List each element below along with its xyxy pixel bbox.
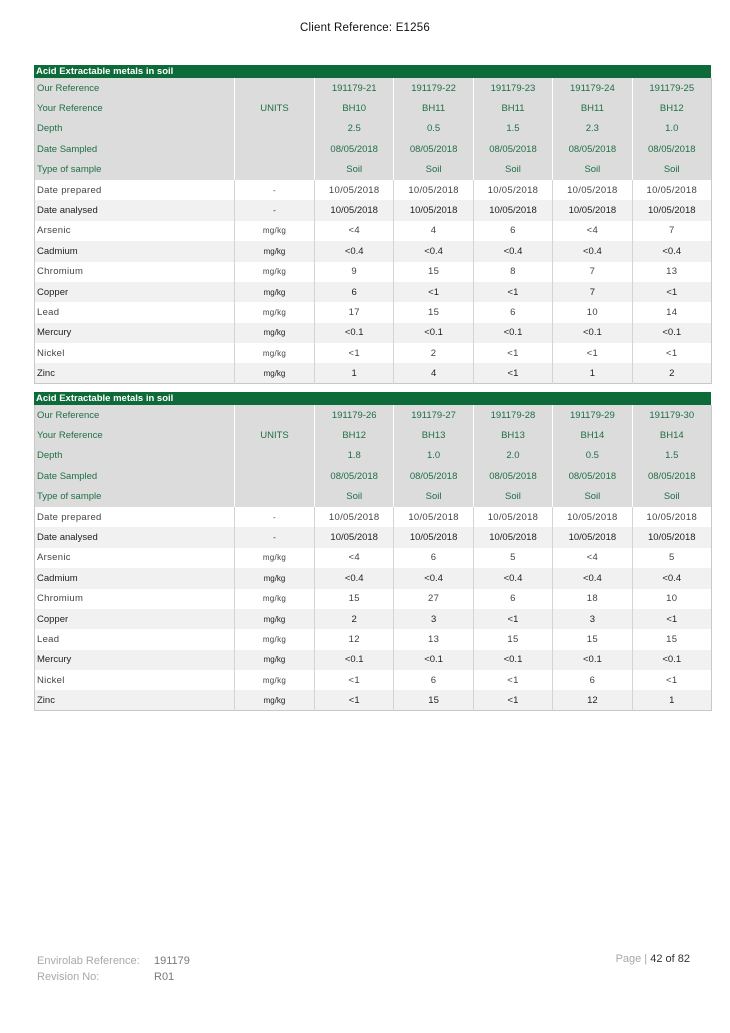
table-row (35, 629, 712, 649)
value-cell: <1 (315, 670, 394, 690)
value-cell: <0.4 (315, 568, 394, 588)
value-cell: <0.4 (553, 241, 632, 261)
value-cell: 10/05/2018 (553, 180, 632, 200)
results-table (34, 78, 712, 384)
value-cell: 10/05/2018 (315, 200, 394, 220)
unit-cell: mg/kg (235, 343, 315, 363)
unit-cell (235, 139, 315, 159)
unit-cell (235, 446, 315, 466)
value-cell: 1.0 (394, 446, 473, 466)
value-cell: 10/05/2018 (632, 507, 711, 527)
value-cell: <0.4 (632, 241, 711, 261)
header-row (35, 98, 712, 118)
value-cell: 10/05/2018 (394, 200, 473, 220)
value-cell: 3 (553, 609, 632, 629)
value-cell: 15 (394, 302, 473, 322)
value-cell: <0.1 (553, 323, 632, 343)
table-row (35, 323, 712, 343)
value-cell: 2 (632, 363, 711, 383)
unit-cell: UNITS (235, 98, 315, 118)
value-cell: Soil (553, 160, 632, 180)
value-cell: 7 (632, 221, 711, 241)
value-cell: <1 (632, 343, 711, 363)
value-cell: <1 (553, 343, 632, 363)
table-row (35, 589, 712, 609)
value-cell: 10/05/2018 (315, 527, 394, 547)
value-cell: 1 (315, 363, 394, 383)
value-cell: <4 (315, 221, 394, 241)
value-cell: 08/05/2018 (553, 139, 632, 159)
page-label: Page | (615, 953, 648, 965)
unit-cell (235, 466, 315, 486)
value-cell: <0.4 (394, 241, 473, 261)
value-cell: <0.4 (473, 568, 552, 588)
value-cell: BH12 (315, 425, 394, 445)
value-cell: 08/05/2018 (473, 139, 552, 159)
value-cell: <4 (553, 548, 632, 568)
unit-cell: mg/kg (235, 323, 315, 343)
value-cell: Soil (632, 160, 711, 180)
value-cell: 191179-26 (315, 405, 394, 425)
value-cell: 08/05/2018 (315, 466, 394, 486)
row-label: Chromium (35, 262, 235, 282)
row-label: Date Sampled (35, 466, 235, 486)
value-cell: 2.5 (315, 119, 394, 139)
value-cell: 6 (473, 221, 552, 241)
value-cell: <1 (315, 690, 394, 710)
value-cell: 10/05/2018 (473, 507, 552, 527)
value-cell: Soil (553, 487, 632, 507)
header-row (35, 160, 712, 180)
value-cell: BH11 (473, 98, 552, 118)
value-cell: 2 (315, 609, 394, 629)
results-table-block (34, 392, 711, 711)
value-cell: 12 (315, 629, 394, 649)
value-cell: 15 (473, 629, 552, 649)
table-row (35, 507, 712, 527)
value-cell: 10/05/2018 (632, 527, 711, 547)
table-row (35, 302, 712, 322)
value-cell: 08/05/2018 (553, 466, 632, 486)
results-table (34, 405, 712, 711)
row-label: Arsenic (35, 221, 235, 241)
header-row (35, 446, 712, 466)
value-cell: 10/05/2018 (473, 200, 552, 220)
table-row (35, 221, 712, 241)
value-cell: <1 (632, 282, 711, 302)
footer-references (37, 953, 190, 985)
row-label: Our Reference (35, 405, 235, 425)
value-cell: 5 (473, 548, 552, 568)
value-cell: 191179-22 (394, 78, 473, 98)
value-cell: <1 (473, 282, 552, 302)
row-label: Copper (35, 609, 235, 629)
value-cell: 10/05/2018 (473, 180, 552, 200)
unit-cell: mg/kg (235, 629, 315, 649)
revision-value: R01 (154, 971, 175, 983)
value-cell: BH10 (315, 98, 394, 118)
unit-cell (235, 487, 315, 507)
value-cell: BH11 (553, 98, 632, 118)
table-row (35, 548, 712, 568)
table-row (35, 363, 712, 383)
value-cell: 08/05/2018 (632, 466, 711, 486)
value-cell: 15 (315, 589, 394, 609)
value-cell: 10/05/2018 (315, 507, 394, 527)
value-cell: <1 (394, 282, 473, 302)
value-cell: 15 (394, 262, 473, 282)
value-cell: <0.1 (632, 650, 711, 670)
value-cell: 2.3 (553, 119, 632, 139)
row-label: Our Reference (35, 78, 235, 98)
client-reference: Client Reference: E1256 (300, 22, 430, 34)
value-cell: 1.8 (315, 446, 394, 466)
unit-cell: mg/kg (235, 548, 315, 568)
value-cell: 191179-21 (315, 78, 394, 98)
unit-cell: mg/kg (235, 241, 315, 261)
unit-cell: mg/kg (235, 650, 315, 670)
value-cell: Soil (315, 160, 394, 180)
value-cell: Soil (394, 160, 473, 180)
page-number (616, 953, 690, 965)
row-label: Date Sampled (35, 139, 235, 159)
table-row (35, 670, 712, 690)
row-label: Your Reference (35, 98, 235, 118)
unit-cell: mg/kg (235, 690, 315, 710)
value-cell: 9 (315, 262, 394, 282)
row-label: Cadmium (35, 241, 235, 261)
value-cell: 1.5 (632, 446, 711, 466)
unit-cell: UNITS (235, 425, 315, 445)
value-cell: BH12 (632, 98, 711, 118)
value-cell: 17 (315, 302, 394, 322)
unit-cell: mg/kg (235, 609, 315, 629)
value-cell: 10/05/2018 (632, 200, 711, 220)
row-label: Type of sample (35, 160, 235, 180)
value-cell: 191179-29 (553, 405, 632, 425)
value-cell: 4 (394, 363, 473, 383)
value-cell: 5 (632, 548, 711, 568)
table-title: Acid Extractable metals in soil (34, 65, 711, 78)
value-cell: 4 (394, 221, 473, 241)
row-label: Copper (35, 282, 235, 302)
row-label: Zinc (35, 363, 235, 383)
value-cell: 6 (473, 589, 552, 609)
row-label: Zinc (35, 690, 235, 710)
value-cell: 0.5 (394, 119, 473, 139)
results-table-block (34, 65, 711, 384)
page-value: 42 of 82 (650, 953, 690, 965)
value-cell: <0.1 (394, 650, 473, 670)
value-cell: 08/05/2018 (394, 139, 473, 159)
value-cell: 3 (394, 609, 473, 629)
value-cell: <1 (473, 690, 552, 710)
row-label: Depth (35, 119, 235, 139)
value-cell: 15 (394, 690, 473, 710)
value-cell: 10/05/2018 (315, 180, 394, 200)
table-title: Acid Extractable metals in soil (34, 392, 711, 405)
value-cell: 191179-28 (473, 405, 552, 425)
row-label: Type of sample (35, 487, 235, 507)
value-cell: 08/05/2018 (632, 139, 711, 159)
row-label: Your Reference (35, 425, 235, 445)
value-cell: 10 (553, 302, 632, 322)
value-cell: <1 (315, 343, 394, 363)
value-cell: 1 (553, 363, 632, 383)
value-cell: 14 (632, 302, 711, 322)
value-cell: BH14 (553, 425, 632, 445)
header-row (35, 487, 712, 507)
value-cell: 10/05/2018 (394, 527, 473, 547)
table-row (35, 343, 712, 363)
unit-cell: mg/kg (235, 363, 315, 383)
value-cell: 10/05/2018 (553, 200, 632, 220)
table-row (35, 650, 712, 670)
value-cell: 10/05/2018 (394, 507, 473, 527)
value-cell: Soil (632, 487, 711, 507)
value-cell: 15 (553, 629, 632, 649)
table-row (35, 282, 712, 302)
header-row (35, 78, 712, 98)
value-cell: <0.4 (473, 241, 552, 261)
value-cell: <1 (473, 363, 552, 383)
value-cell: BH14 (632, 425, 711, 445)
value-cell: <0.1 (315, 323, 394, 343)
row-label: Lead (35, 629, 235, 649)
table-row (35, 527, 712, 547)
value-cell: <1 (632, 609, 711, 629)
row-label: Date analysed (35, 527, 235, 547)
value-cell: 8 (473, 262, 552, 282)
unit-cell: mg/kg (235, 670, 315, 690)
table-row (35, 690, 712, 710)
value-cell: 1 (632, 690, 711, 710)
row-label: Nickel (35, 343, 235, 363)
header-row (35, 425, 712, 445)
value-cell: <1 (473, 670, 552, 690)
value-cell: 27 (394, 589, 473, 609)
unit-cell: mg/kg (235, 589, 315, 609)
value-cell: 10/05/2018 (394, 180, 473, 200)
value-cell: 0.5 (553, 446, 632, 466)
value-cell: BH13 (473, 425, 552, 445)
value-cell: 18 (553, 589, 632, 609)
revision-label: Revision No: (37, 971, 100, 983)
value-cell: 7 (553, 282, 632, 302)
value-cell: 6 (473, 302, 552, 322)
value-cell: <0.4 (394, 568, 473, 588)
row-label: Chromium (35, 589, 235, 609)
table-row (35, 180, 712, 200)
value-cell: <0.1 (315, 650, 394, 670)
unit-cell: mg/kg (235, 221, 315, 241)
unit-cell: - (235, 200, 315, 220)
row-label: Mercury (35, 650, 235, 670)
value-cell: 10 (632, 589, 711, 609)
table-row (35, 262, 712, 282)
row-label: Cadmium (35, 568, 235, 588)
unit-cell: mg/kg (235, 282, 315, 302)
value-cell: <0.1 (632, 323, 711, 343)
value-cell: 6 (394, 548, 473, 568)
value-cell: 6 (315, 282, 394, 302)
value-cell: BH11 (394, 98, 473, 118)
value-cell: 08/05/2018 (315, 139, 394, 159)
header-row (35, 139, 712, 159)
row-label: Date prepared (35, 507, 235, 527)
table-row (35, 568, 712, 588)
value-cell: <0.4 (632, 568, 711, 588)
row-label: Arsenic (35, 548, 235, 568)
unit-cell: mg/kg (235, 262, 315, 282)
value-cell: 10/05/2018 (553, 527, 632, 547)
value-cell: Soil (473, 160, 552, 180)
value-cell: <0.1 (473, 323, 552, 343)
value-cell: 12 (553, 690, 632, 710)
value-cell: <1 (632, 670, 711, 690)
value-cell: 1.5 (473, 119, 552, 139)
value-cell: 1.0 (632, 119, 711, 139)
unit-cell (235, 78, 315, 98)
unit-cell (235, 160, 315, 180)
value-cell: Soil (394, 487, 473, 507)
table-row (35, 609, 712, 629)
value-cell: 10/05/2018 (473, 527, 552, 547)
value-cell: 10/05/2018 (553, 507, 632, 527)
value-cell: Soil (315, 487, 394, 507)
value-cell: 6 (394, 670, 473, 690)
header-row (35, 119, 712, 139)
row-label: Date analysed (35, 200, 235, 220)
unit-cell (235, 405, 315, 425)
header-row (35, 466, 712, 486)
value-cell: 7 (553, 262, 632, 282)
row-label: Depth (35, 446, 235, 466)
value-cell: 6 (553, 670, 632, 690)
value-cell: 13 (632, 262, 711, 282)
row-label: Date prepared (35, 180, 235, 200)
envirolab-reference-label: Envirolab Reference: (37, 955, 140, 967)
unit-cell: - (235, 507, 315, 527)
row-label: Lead (35, 302, 235, 322)
unit-cell: mg/kg (235, 302, 315, 322)
value-cell: 191179-27 (394, 405, 473, 425)
value-cell: 191179-24 (553, 78, 632, 98)
envirolab-reference-value: 191179 (154, 955, 190, 967)
value-cell: 08/05/2018 (394, 466, 473, 486)
value-cell: 191179-23 (473, 78, 552, 98)
value-cell: 13 (394, 629, 473, 649)
value-cell: <4 (315, 548, 394, 568)
value-cell: 10/05/2018 (632, 180, 711, 200)
table-row (35, 200, 712, 220)
unit-cell: mg/kg (235, 568, 315, 588)
unit-cell: - (235, 180, 315, 200)
table-row (35, 241, 712, 261)
value-cell: 191179-30 (632, 405, 711, 425)
value-cell: <4 (553, 221, 632, 241)
unit-cell: - (235, 527, 315, 547)
value-cell: <0.4 (315, 241, 394, 261)
value-cell: <1 (473, 343, 552, 363)
value-cell: Soil (473, 487, 552, 507)
value-cell: 2.0 (473, 446, 552, 466)
value-cell: 15 (632, 629, 711, 649)
value-cell: BH13 (394, 425, 473, 445)
row-label: Mercury (35, 323, 235, 343)
value-cell: <0.1 (473, 650, 552, 670)
value-cell: 2 (394, 343, 473, 363)
value-cell: <0.4 (553, 568, 632, 588)
unit-cell (235, 119, 315, 139)
header-row (35, 405, 712, 425)
value-cell: 191179-25 (632, 78, 711, 98)
value-cell: <0.1 (553, 650, 632, 670)
value-cell: 08/05/2018 (473, 466, 552, 486)
value-cell: <1 (473, 609, 552, 629)
row-label: Nickel (35, 670, 235, 690)
value-cell: <0.1 (394, 323, 473, 343)
